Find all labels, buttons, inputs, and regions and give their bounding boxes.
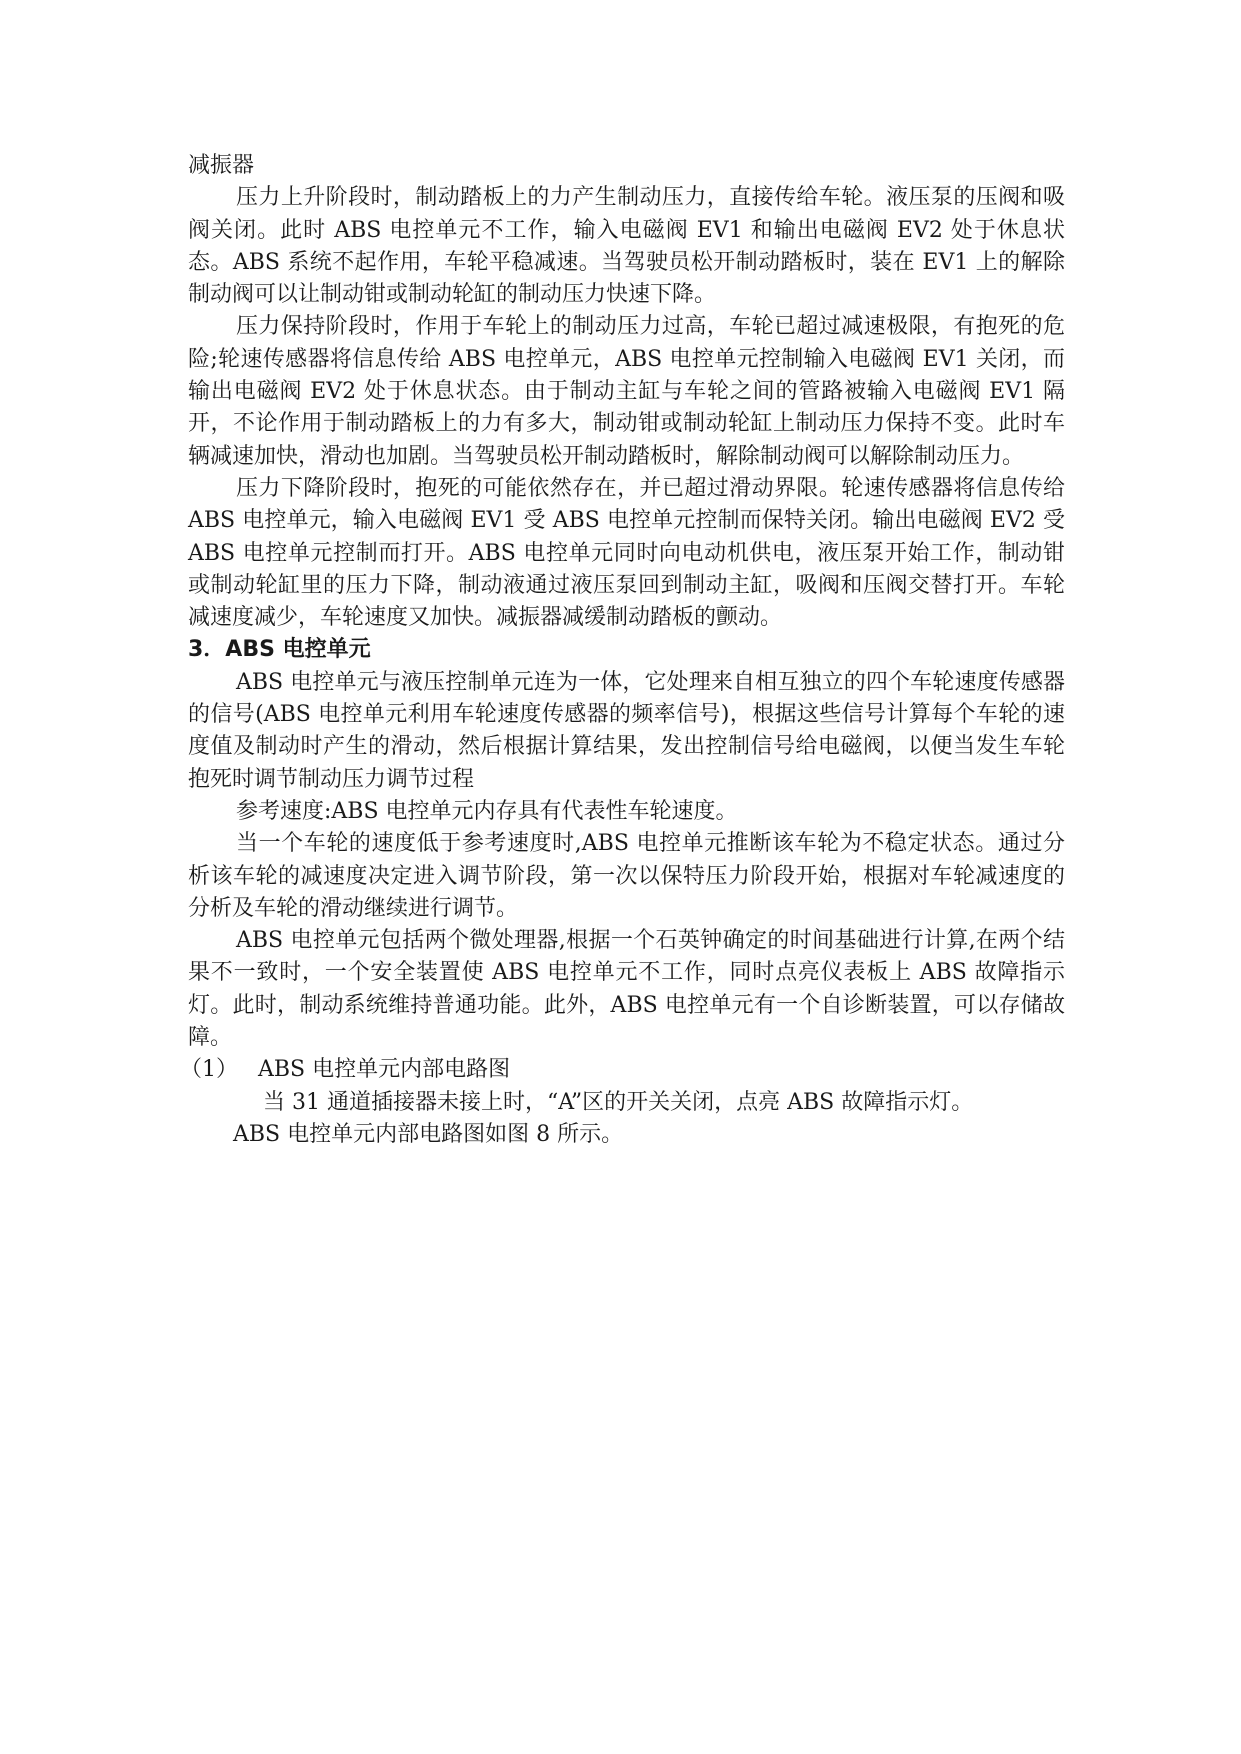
paragraph-ecu-intro: ABS 电控单元与液压控制单元连为一体，它处理来自相互独立的四个车轮速度传感器的信号(ABS 电控单元利用车轮速度传感器的频率信号)，根据这些信号计算每个车轮的速度值及制动时产生的滑动，然后根据计算结果，发出控制信号给电磁阀，以便当发生车轮抱死时调节制动压力调节过程 bbox=[188, 669, 1065, 792]
sub-heading-title: ABS 电控单元内部电路图 bbox=[258, 1057, 511, 1083]
paragraph-pressure-drop: 压力下降阶段时，抱死的可能依然存在，并已超过滑动界限。轮速传感器将信息传给 ABS 电控单元，输入电磁阀 EV1 受 ABS 电控单元控制而保特关闭。输出电磁阀 EV2 受 ABS 电控单元控制而打开。ABS 电控单元同时向电动机供电，液压泵开始工作，制动钳或制动轮缸里的压力下降，制动液通过液压泵回到制动主缸，吸阀和压阀交替打开。车轮减速度减少，车轮速度又加快。减振器减缓制动踏板的颤动。 bbox=[188, 475, 1065, 631]
sub-heading-number: （1） bbox=[180, 1057, 238, 1083]
paragraph-figure-reference: ABS 电控单元内部电路图如图 8 所示。 bbox=[233, 1121, 624, 1147]
paragraph-connector: 当 31 通道插接器未接上时，“A”区的开关关闭，点亮 ABS 故障指示灯。 bbox=[263, 1089, 974, 1115]
sub-heading-internal-circuit bbox=[180, 1054, 1065, 1086]
continuation-text: 减振器 bbox=[188, 153, 255, 178]
section-heading-abs-ecu: 3．ABS 电控单元 bbox=[188, 637, 371, 663]
paragraph-microprocessors: ABS 电控单元包括两个微处理器,根据一个石英钟确定的时间基础进行计算,在两个结果不一致时，一个安全装置使 ABS 电控单元不工作，同时点亮仪表板上 ABS 故障指示灯。此时，制动系统维持普通功能。此外，ABS 电控单元有一个自诊断装置，可以存储故障。 bbox=[188, 928, 1065, 1051]
paragraph-unstable-wheel: 当一个车轮的速度低于参考速度时,ABS 电控单元推断该车轮为不稳定状态。通过分析该车轮的减速度决定进入调节阶段，第一次以保特压力阶段开始，根据对车轮减速度的分析及车轮的滑动继续进行调节。 bbox=[188, 831, 1065, 921]
paragraph-reference-speed: 参考速度:ABS 电控单元内存具有代表性车轮速度。 bbox=[236, 798, 738, 824]
paragraph-pressure-hold: 压力保持阶段时，作用于车轮上的制动压力过高，车轮已超过减速极限，有抱死的危险;轮速传感器将信息传给 ABS 电控单元，ABS 电控单元控制输入电磁阀 EV1 关闭，而输出电磁阀 EV2 处于休息状态。由于制动主缸与车轮之间的管路被输入电磁阀 EV1 隔开，不论作用于制动踏板上的力有多大，制动钳或制动轮缸上制动压力保持不变。此时车辆减速加快，滑动也加剧。当驾驶员松开制动踏板时，解除制动阀可以解除制动压力。 bbox=[188, 314, 1065, 469]
paragraph-pressure-rise: 压力上升阶段时，制动踏板上的力产生制动压力，直接传给车轮。液压泵的压阀和吸阀关闭。此时 ABS 电控单元不工作，输入电磁阀 EV1 和输出电磁阀 EV2 处于休息状态。ABS 系统不起作用，车轮平稳减速。当驾驶员松开制动踏板时，装在 EV1 上的解除制动阀可以让制动钳或制动轮缸的制动压力快速下降。 bbox=[188, 185, 1065, 308]
document-page bbox=[180, 150, 1065, 1151]
